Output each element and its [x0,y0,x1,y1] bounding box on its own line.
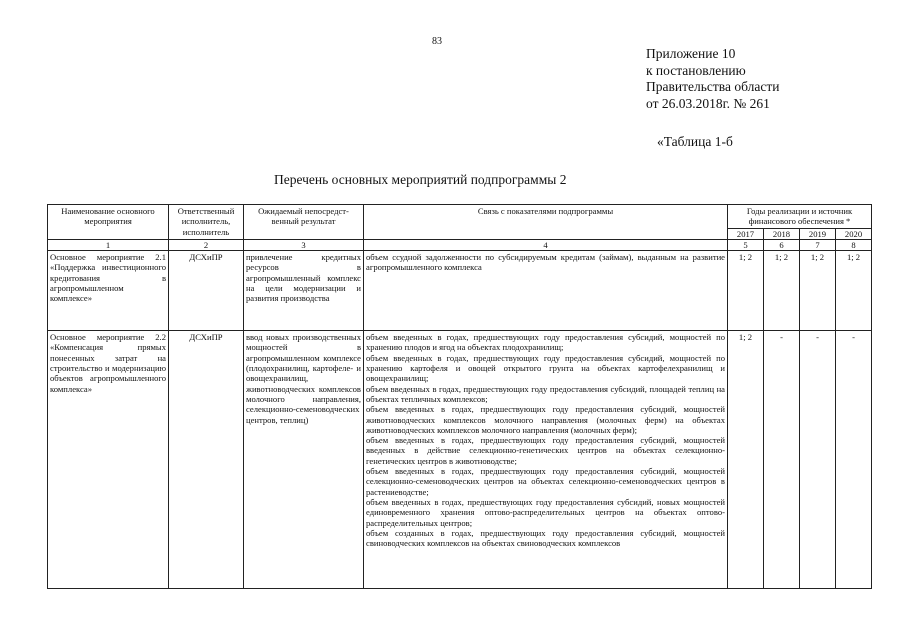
appendix-line: к постановлению [646,62,746,78]
table-row [48,331,872,589]
header-year: 2019 [800,228,836,239]
connection-cell [364,251,728,331]
indicator-text: объем введенных в годах, предшествующих году предоставления субсидий, новых мощностей единовременного хранения оптово-распределительных центров на объектах оптово-распределительных центров; [366,496,725,528]
indicator-text: объем введенных в годах, предшествующих году предоставления субсидий, мощностей животноводческих комплексов молочного направления (молочных ферм) на объектах животноводческих комплексов молочного направления (молочных ферм); [366,404,725,435]
year-cell: 1; 2 [728,331,764,589]
measures-table [47,204,872,589]
executor-cell: ДСХиПР [169,251,244,331]
measure-cell: Основное мероприятие 2.2 «Компенсация прямых понесенных затрат на строительство и модернизацию объектов агропромышленного комплекса» [48,331,169,589]
result-cell: ввод новых производственных мощностей в агропромышленном комплексе (плодохранилищ, картофеле- и овощехранилищ, животноводческих комплексов молочного направления, селекционно-семеноводческих центров, теплиц) [244,331,364,589]
year-cell: 1; 2 [800,251,836,331]
column-number: 5 [728,239,764,250]
indicator-text: объем введенных в годах, предшествующих году предоставления субсидий, мощностей селекционно-семеноводческих центров на объектах селекционно-семеноводческих центров в растениеводстве; [366,466,725,497]
indicator-text: объем введенных в годах, предшествующих году предоставления субсидий, площадей теплиц на объектах тепличных комплексов; [366,383,725,404]
column-number-row [48,239,872,250]
result-cell: привлечение кредитных ресурсов в агропромышленный комплекс на цели модернизации и развития производства [244,251,364,331]
column-number: 6 [764,239,800,250]
indicator-text: объем ссудной задолженности по субсидируемым кредитам (займам), выданным на развитие агропромышленного комплекса [366,252,725,273]
year-cell: 1; 2 [764,251,800,331]
column-number: 2 [169,239,244,250]
executor-cell: ДСХиПР [169,331,244,589]
indicator-text: объем созданных в годах, предшествующих году предоставления субсидий, мощностей свиноводческих комплексов на объектах свиноводческих комплексов [366,527,725,549]
column-number: 3 [244,239,364,250]
header-measure: Наименование основного мероприятия [48,205,169,240]
column-number: 7 [800,239,836,250]
year-cell: - [836,331,872,589]
header-row [48,205,872,229]
column-number: 4 [364,239,728,250]
column-number: 1 [48,239,169,250]
header-year: 2018 [764,228,800,239]
year-cell: - [764,331,800,589]
header-connection: Связь с показателями подпрограммы [364,205,728,240]
year-cell: - [800,331,836,589]
indicator-text: объем введенных в годах, предшествующих году предоставления субсидий, мощностей по хранению картофеля и овощей открытого грунта на объектах картофелехранилищ и овощехранилищ; [366,352,725,384]
header-result: Ожидаемый непосредст-венный результат [244,205,364,240]
document-title: Перечень основных мероприятий подпрограммы 2 [274,172,567,187]
appendix-block [646,46,779,112]
table-label: «Таблица 1-б [657,134,733,149]
measure-cell: Основное мероприятие 2.1 «Поддержка инвестиционного кредитования в агропромышленном комплексе» [48,251,169,331]
column-number: 8 [836,239,872,250]
header-year: 2020 [836,228,872,239]
year-cell: 1; 2 [836,251,872,331]
indicator-text: объем введенных в годах, предшествующих году предоставления субсидий, мощностей по хранению плодов и ягод на объектах плодохранилищ; [366,332,725,353]
table-row [48,251,872,331]
header-years-group: Годы реализации и источник финансового обеспечения * [728,205,872,229]
indicator-text: объем введенных в годах, предшествующих году предоставления субсидий, мощностей введенных в действие селекционно-генетических центров на объектах селекционно-генетических центров в животноводстве; [366,435,725,466]
year-cell: 1; 2 [728,251,764,331]
connection-cell [364,331,728,589]
header-executor: Ответственный исполнитель, исполнитель [169,205,244,240]
appendix-line: Приложение 10 [646,46,736,61]
page-number: 83 [432,36,442,47]
header-year: 2017 [728,228,764,239]
appendix-line: от 26.03.2018г. № 261 [646,95,770,111]
appendix-line: Правительства области [646,79,780,94]
